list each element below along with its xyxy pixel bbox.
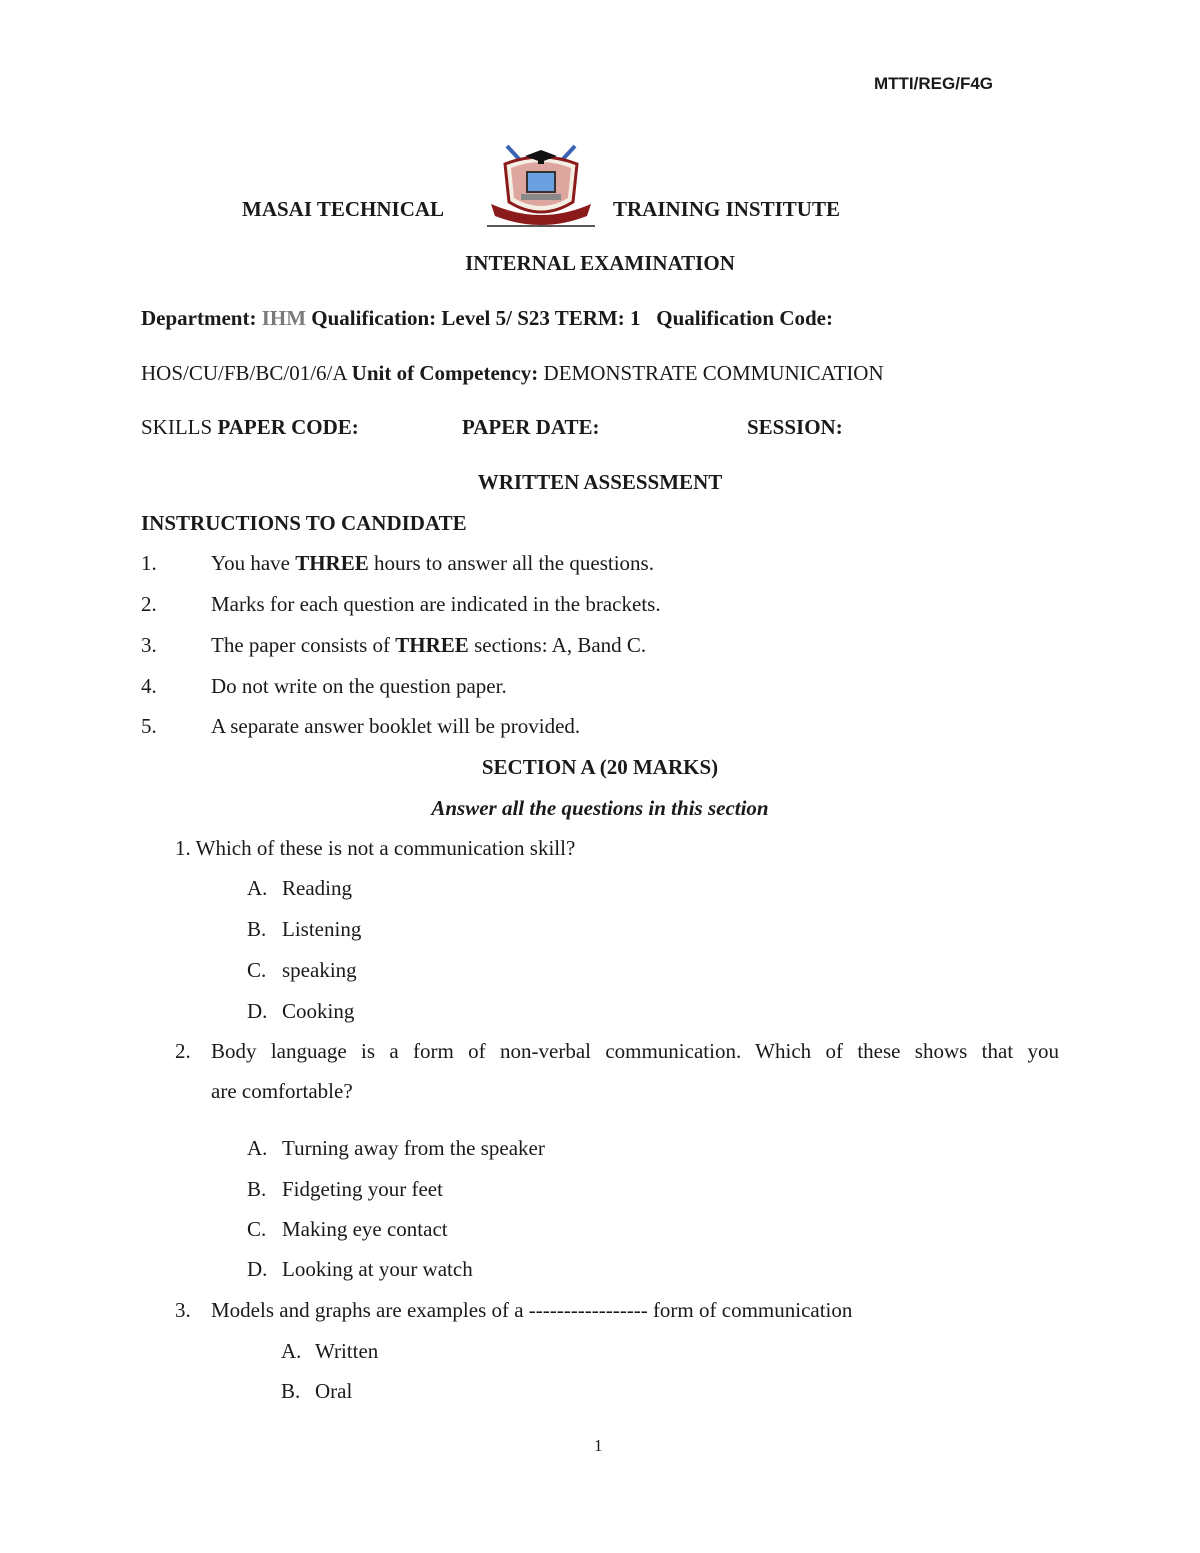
instructions-heading: INSTRUCTIONS TO CANDIDATE [141,511,467,535]
option-letter: B. [247,1177,267,1201]
unit-label: Unit of Competency: [351,361,539,385]
instruction-text-bold: THREE [295,551,369,575]
unit-value: DEMONSTRATE COMMUNICATION [543,361,884,385]
instruction-text-post: sections: A, Band C. [468,633,647,657]
option-letter: D. [247,1257,268,1281]
option-text: speaking [282,958,357,982]
option-letter: A. [247,1136,268,1160]
option-letter: D. [247,999,268,1023]
option-text: Looking at your watch [282,1257,473,1281]
option-letter: C. [247,1217,267,1241]
institution-name-left: MASAI TECHNICAL [242,197,445,221]
question-2-text: Body language is a form of non-verbal communication. Which of these shows that you [211,1039,1059,1063]
exam-title: INTERNAL EXAMINATION [465,251,735,275]
option-letter: B. [247,917,267,941]
option-letter: A. [247,876,268,900]
question-2-text-continued: are comfortable? [211,1079,353,1103]
assessment-title: WRITTEN ASSESSMENT [477,470,723,494]
department-label: Department: [141,306,257,330]
details-line-2 [141,361,884,386]
instruction-number: 5. [141,714,157,738]
option-text: Written [315,1339,379,1363]
section-a-title: SECTION A (20 MARKS) [481,755,719,779]
paper-code-label: PAPER CODE: [217,415,359,439]
qualification-label: Qualification: Level 5/ S23 TERM: 1 [311,306,641,330]
instruction-text-post: hours to answer all the questions. [368,551,654,575]
option-text: Turning away from the speaker [282,1136,545,1160]
option-text: Making eye contact [282,1217,448,1241]
unit-value-continued: SKILLS [141,415,213,439]
instruction-number: 2. [141,592,157,616]
option-text: Cooking [282,999,355,1023]
instruction-text: A separate answer booklet will be provided. [211,714,581,738]
institute-crest-icon [485,142,597,228]
institution-name-right: TRAINING INSTITUTE [613,197,840,221]
question-2-number: 2. [175,1039,191,1063]
option-letter: C. [247,958,267,982]
paper-date-label: PAPER DATE: [462,415,600,439]
question-3-text: Models and graphs are examples of a ----------------- form of communication [211,1298,853,1322]
session-label: SESSION: [747,415,843,439]
instruction-number: 3. [141,633,157,657]
option-text: Listening [282,917,362,941]
qualification-code-value: HOS/CU/FB/BC/01/6/A [141,361,347,385]
question-1-text: 1. Which of these is not a communication skill? [175,836,576,860]
question-3-number: 3. [175,1298,191,1322]
instruction-text-bold: THREE [395,633,469,657]
instruction-number: 4. [141,674,157,698]
option-letter: A. [281,1339,302,1363]
qualification-code-label: Qualification Code: [656,306,833,330]
document-code: MTTI/REG/F4G [874,74,993,93]
instruction-text [211,551,654,576]
details-line-3 [141,415,359,440]
option-letter: B. [281,1379,301,1403]
instruction-text-pre: The paper consists of [211,633,396,657]
option-text: Oral [315,1379,353,1403]
instruction-text: Do not write on the question paper. [211,674,507,698]
page-number: 1 [594,1436,603,1455]
option-text: Fidgeting your feet [282,1177,443,1201]
option-text: Reading [282,876,352,900]
department-value: IHM [261,306,307,330]
instruction-number: 1. [141,551,157,575]
instruction-text: Marks for each question are indicated in the brackets. [211,592,661,616]
section-a-subtitle: Answer all the questions in this section [431,796,769,820]
details-line-1 [141,306,833,331]
instruction-text-pre: You have [211,551,296,575]
instruction-text [211,633,646,658]
